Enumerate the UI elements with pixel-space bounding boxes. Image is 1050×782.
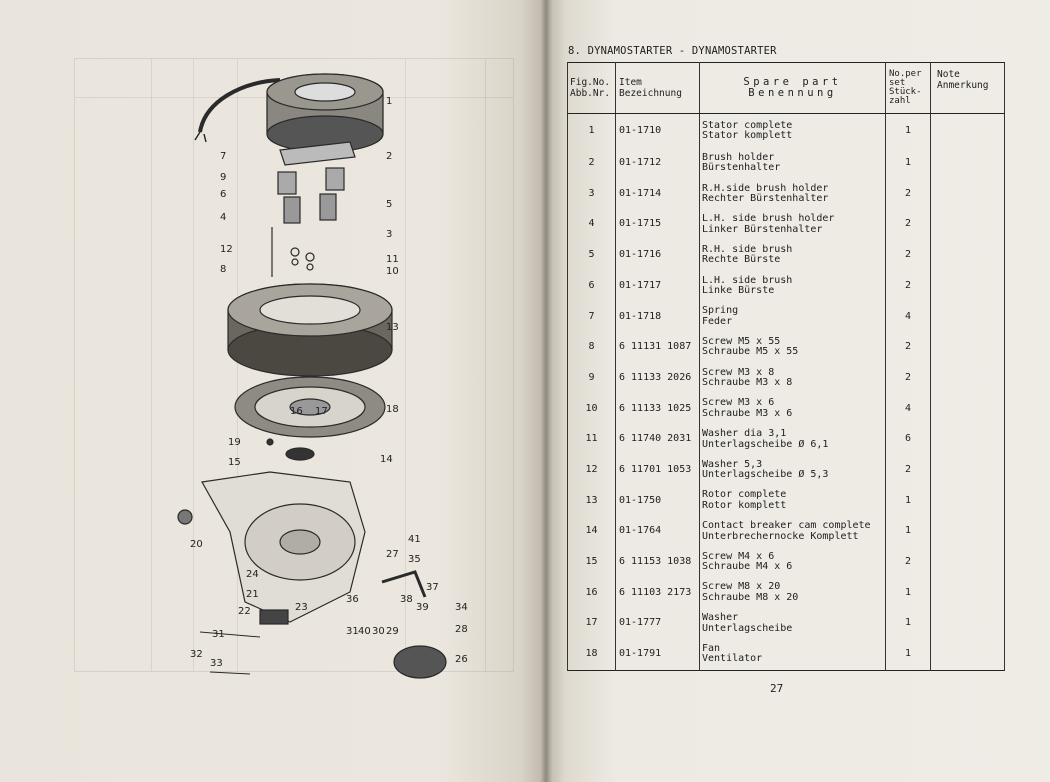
qty-cell: 4 — [886, 301, 931, 332]
table-row — [568, 578, 1005, 609]
item-no-cell: 6 11133 1025 — [616, 394, 700, 425]
header-note: Note Anmerkung — [931, 63, 1005, 114]
callout-30: 30 — [372, 626, 385, 637]
cam-drawing — [286, 448, 314, 460]
description-german: Schraube M8 x 20 — [702, 591, 799, 603]
description-german: Stator komplett — [702, 130, 793, 141]
description-cell — [700, 455, 886, 486]
fig-no-cell: 10 — [568, 394, 616, 425]
callout-11: 11 — [386, 254, 399, 265]
item-no-cell: 6 11103 2173 — [616, 578, 700, 609]
description-german: Ventilator — [702, 653, 763, 665]
callout-18: 18 — [386, 404, 399, 415]
note-cell — [931, 209, 1005, 240]
callout-36: 36 — [346, 594, 359, 605]
item-no-cell: 01-1750 — [616, 486, 700, 517]
description-english: Spring — [702, 305, 739, 317]
callout-2: 2 — [386, 151, 393, 162]
callout-34: 34 — [455, 602, 468, 613]
description-german: Rechter Bürstenhalter — [702, 193, 829, 205]
qty-cell: 1 — [886, 639, 931, 670]
callout-20: 20 — [190, 539, 203, 550]
note-cell — [931, 547, 1005, 578]
table-row — [568, 394, 1005, 425]
callout-28: 28 — [455, 624, 468, 635]
callout-3: 3 — [386, 229, 393, 240]
qty-cell: 2 — [886, 547, 931, 578]
note-cell — [931, 424, 1005, 455]
item-no-cell: 6 11701 1053 — [616, 455, 700, 486]
note-cell — [931, 240, 1005, 271]
callout-38: 38 — [400, 594, 413, 605]
item-no-cell: 01-1717 — [616, 271, 700, 302]
table-row — [568, 271, 1005, 302]
description-cell — [700, 301, 886, 332]
description-german: Rotor komplett — [702, 499, 787, 511]
fig-no-cell: 18 — [568, 639, 616, 670]
table-row — [568, 148, 1005, 179]
description-german: Linke Bürste — [702, 285, 775, 297]
description-german: Feder — [702, 315, 733, 327]
fig-no-cell: 16 — [568, 578, 616, 609]
qty-cell: 1 — [886, 516, 931, 547]
fig-no-cell: 7 — [568, 301, 616, 332]
description-german: Schraube M5 x 55 — [702, 346, 799, 358]
description-english: Screw M3 x 6 — [702, 397, 775, 409]
header-qty: No.per set Stück- zahl — [886, 63, 931, 114]
book-spine — [540, 0, 552, 782]
note-cell — [931, 114, 1005, 149]
description-english: R.H. side brush — [702, 243, 793, 255]
item-no-cell: 01-1764 — [616, 516, 700, 547]
note-cell — [931, 608, 1005, 639]
description-english: Screw M5 x 55 — [702, 335, 781, 347]
description-cell — [700, 547, 886, 578]
description-cell — [700, 578, 886, 609]
fig-no-cell: 9 — [568, 363, 616, 394]
description-cell — [700, 271, 886, 302]
item-no-cell: 01-1777 — [616, 608, 700, 639]
callout-23: 23 — [295, 602, 308, 613]
item-no-cell: 6 11153 1038 — [616, 547, 700, 578]
item-no-cell: 01-1718 — [616, 301, 700, 332]
description-cell — [700, 608, 886, 639]
callout-27: 27 — [386, 549, 399, 560]
callout-33: 33 — [210, 658, 223, 669]
description-german: Linker Bürstenhalter — [702, 223, 823, 235]
parts-table-header — [568, 63, 1005, 114]
callout-40: 40 — [358, 626, 371, 637]
fig-no-cell: 13 — [568, 486, 616, 517]
description-english: Screw M8 x 20 — [702, 581, 781, 593]
note-cell — [931, 455, 1005, 486]
callout-37: 37 — [426, 582, 439, 593]
qty-cell: 2 — [886, 271, 931, 302]
note-cell — [931, 332, 1005, 363]
note-cell — [931, 639, 1005, 670]
description-english: Rotor complete — [702, 489, 787, 501]
note-cell — [931, 148, 1005, 179]
table-row — [568, 486, 1005, 517]
fig-no-cell: 5 — [568, 240, 616, 271]
description-german: Schraube M3 x 6 — [702, 407, 793, 419]
description-cell — [700, 639, 886, 670]
callout-4: 4 — [220, 212, 227, 223]
note-cell — [931, 271, 1005, 302]
fig-no-cell: 8 — [568, 332, 616, 363]
fig-no-cell: 4 — [568, 209, 616, 240]
qty-cell: 2 — [886, 455, 931, 486]
note-cell — [931, 179, 1005, 210]
callout-5: 5 — [386, 199, 393, 210]
table-row — [568, 332, 1005, 363]
fig-no-cell: 3 — [568, 179, 616, 210]
fig-no-cell: 11 — [568, 424, 616, 455]
callout-31: 31 — [346, 626, 359, 637]
description-cell — [700, 148, 886, 179]
description-english: Washer dia 3,1 — [702, 428, 787, 440]
description-cell — [700, 209, 886, 240]
breaker-plate-drawing — [394, 646, 446, 678]
callout-10: 10 — [386, 266, 399, 277]
note-cell — [931, 301, 1005, 332]
callout-41: 41 — [408, 534, 421, 545]
fig-no-cell: 17 — [568, 608, 616, 639]
description-cell — [700, 486, 886, 517]
description-english: Stator complete — [702, 119, 793, 131]
item-no-cell: 01-1791 — [616, 639, 700, 670]
item-no-cell: 01-1714 — [616, 179, 700, 210]
callout-19: 19 — [228, 437, 241, 448]
callout-12: 12 — [220, 244, 233, 255]
fig-no-cell: 15 — [568, 547, 616, 578]
table-row — [568, 547, 1005, 578]
description-english: L.H. side brush — [702, 274, 793, 286]
parts-table — [567, 62, 1005, 671]
exploded-parts-diagram — [150, 62, 520, 702]
item-no-cell: 01-1715 — [616, 209, 700, 240]
callout-7: 7 — [220, 151, 227, 162]
description-english: Contact breaker cam complete — [702, 520, 871, 532]
callout-21: 21 — [246, 589, 259, 600]
table-row — [568, 240, 1005, 271]
callout-13: 13 — [386, 322, 399, 333]
qty-cell: 1 — [886, 608, 931, 639]
description-english: Screw M3 x 8 — [702, 366, 775, 378]
description-cell — [700, 332, 886, 363]
qty-cell: 6 — [886, 424, 931, 455]
callout-1: 1 — [386, 96, 393, 107]
callout-29: 29 — [386, 626, 399, 637]
section-title: 8. DYNAMOSTARTER - DYNAMOSTARTER — [568, 45, 777, 57]
callout-14: 14 — [380, 454, 393, 465]
fig-no-cell: 14 — [568, 516, 616, 547]
qty-cell: 1 — [886, 114, 931, 149]
qty-cell: 2 — [886, 332, 931, 363]
table-row — [568, 114, 1005, 149]
callout-16: 16 — [290, 406, 303, 417]
description-cell — [700, 179, 886, 210]
description-cell — [700, 424, 886, 455]
item-no-cell: 01-1710 — [616, 114, 700, 149]
qty-cell: 1 — [886, 578, 931, 609]
description-german: Unterbrechernocke Komplett — [702, 530, 859, 542]
description-english: Fan — [702, 642, 721, 654]
callout-32: 32 — [190, 649, 203, 660]
callout-17: 17 — [315, 406, 328, 417]
description-cell — [700, 363, 886, 394]
table-row — [568, 363, 1005, 394]
header-item: Item Bezeichnung — [616, 63, 700, 114]
description-english: L.H. side brush holder — [702, 213, 835, 225]
table-row — [568, 209, 1005, 240]
qty-cell: 2 — [886, 209, 931, 240]
description-german: Unterlagscheibe Ø 6,1 — [702, 438, 829, 450]
fig-no-cell: 6 — [568, 271, 616, 302]
callout-22: 22 — [238, 606, 251, 617]
table-row — [568, 608, 1005, 639]
header-spare-part: Spare part Benennung — [700, 63, 886, 114]
description-english: Washer — [702, 612, 739, 624]
note-cell — [931, 394, 1005, 425]
table-row — [568, 301, 1005, 332]
callout-24: 24 — [246, 569, 259, 580]
description-cell — [700, 516, 886, 547]
item-no-cell: 01-1712 — [616, 148, 700, 179]
description-german: Unterlagscheibe — [702, 622, 793, 634]
table-row — [568, 639, 1005, 670]
table-row — [568, 516, 1005, 547]
callout-8: 8 — [220, 264, 227, 275]
callout-15: 15 — [228, 457, 241, 468]
table-row — [568, 455, 1005, 486]
description-english: Washer 5,3 — [702, 458, 763, 470]
description-english: Screw M4 x 6 — [702, 550, 775, 562]
item-no-cell: 6 11740 2031 — [616, 424, 700, 455]
fig-no-cell: 12 — [568, 455, 616, 486]
fig-no-cell: 1 — [568, 114, 616, 149]
table-row — [568, 424, 1005, 455]
qty-cell: 4 — [886, 394, 931, 425]
callout-26: 26 — [455, 654, 468, 665]
item-no-cell: 6 11131 1087 — [616, 332, 700, 363]
description-english: R.H.side brush holder — [702, 182, 829, 194]
callout-39: 39 — [416, 602, 429, 613]
note-cell — [931, 516, 1005, 547]
note-cell — [931, 486, 1005, 517]
description-german: Unterlagscheibe Ø 5,3 — [702, 469, 829, 481]
description-cell — [700, 114, 886, 149]
qty-cell: 2 — [886, 240, 931, 271]
header-fig-no: Fig.No. Abb.Nr. — [568, 63, 616, 114]
note-cell — [931, 578, 1005, 609]
item-no-cell: 6 11133 2026 — [616, 363, 700, 394]
table-row — [568, 179, 1005, 210]
qty-cell: 2 — [886, 363, 931, 394]
item-no-cell: 01-1716 — [616, 240, 700, 271]
note-cell — [931, 363, 1005, 394]
description-german: Bürstenhalter — [702, 162, 781, 174]
qty-cell: 1 — [886, 148, 931, 179]
callout-9: 9 — [220, 172, 227, 183]
description-german: Schraube M4 x 6 — [702, 561, 793, 573]
description-cell — [700, 394, 886, 425]
qty-cell: 2 — [886, 179, 931, 210]
callout-6: 6 — [220, 189, 227, 200]
description-german: Schraube M3 x 8 — [702, 377, 793, 389]
qty-cell: 1 — [886, 486, 931, 517]
page-number: 27 — [770, 682, 784, 695]
description-cell — [700, 240, 886, 271]
description-english: Brush holder — [702, 151, 775, 163]
callout-35: 35 — [408, 554, 421, 565]
fig-no-cell: 2 — [568, 148, 616, 179]
callout-31b: 31 — [212, 629, 225, 640]
description-german: Rechte Bürste — [702, 254, 781, 266]
